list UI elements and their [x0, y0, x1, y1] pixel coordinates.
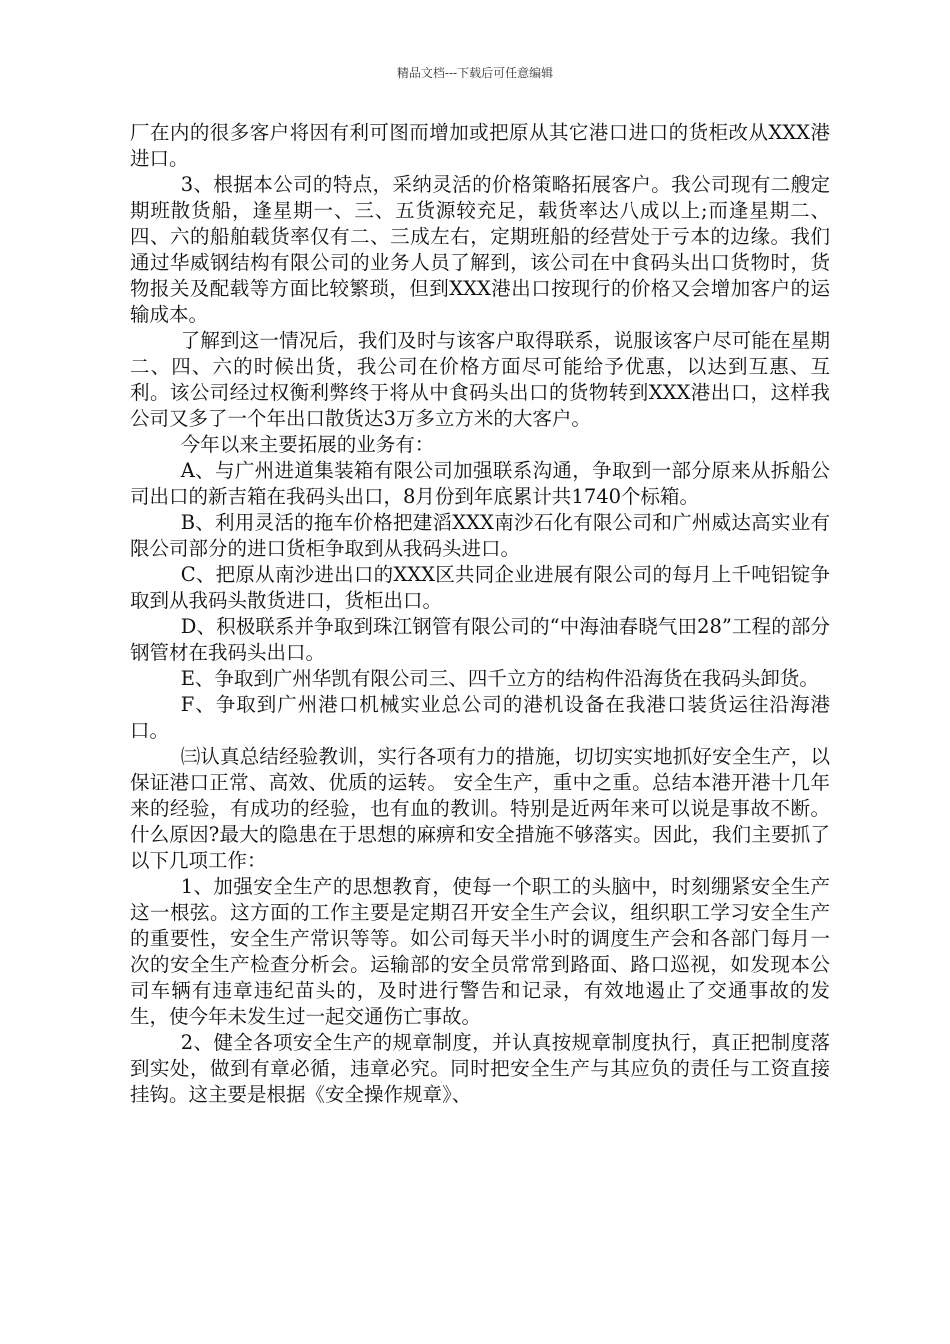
- paragraph: E、争取到广州华凯有限公司三、四千立方的结构件沿海货在我码头卸货。: [180, 667, 819, 690]
- paragraph: 厂在内的很多客户将因有利可图而增加或把原从其它港口进口的货柜改从XXX港进口。: [130, 121, 830, 170]
- paragraph: 2、健全各项安全生产的规章制度，并认真按规章制度执行，真正把制度落到实处，做到有章必循，违章必究。同时把安全生产与其应负的责任与工资直接挂钩。这主要是根据《安全操作规章》、: [130, 1031, 830, 1106]
- paragraph: D、积极联系并争取到珠江钢管有限公司的“中海油春晓气田28”工程的部分钢管材在我码头出口。: [130, 615, 830, 664]
- document-body: [130, 120, 830, 1108]
- paragraph: 了解到这一情况后，我们及时与该客户取得联系，说服该客户尽可能在星期二、四、六的时候出货，我公司在价格方面尽可能给予优惠，以达到互惠、互利。该公司经过权衡利弊终于将从中食码头出口的货物转到XXX港出口，这样我公司又多了一个年出口散货达3万多立方米的大客户。: [130, 329, 830, 430]
- paragraph: F、争取到广州港口机械实业总公司的港机设备在我港口装货运往沿海港口。: [130, 693, 830, 742]
- paragraph: 今年以来主要拓展的业务有：: [180, 433, 435, 456]
- paragraph: 1、加强安全生产的思想教育，使每一个职工的头脑中，时刻绷紧安全生产这一根弦。这方面的工作主要是定期召开安全生产会议，组织职工学习安全生产的重要性，安全生产常识等等。如公司每天半小时的调度生产会和各部门每月一次的安全生产检查分析会。运输部的安全员常常到路面、路口巡视，如发现本公司车辆有违章违纪苗头的，及时进行警告和记录，有效地遏止了交通事故的发生，使今年未发生过一起交通伤亡事故。: [130, 875, 830, 1028]
- paragraph: C、把原从南沙进出口的XXX区共同企业进展有限公司的每月上千吨铝锭争取到从我码头散货进口，货柜出口。: [130, 563, 830, 612]
- paragraph: A、与广州进道集装箱有限公司加强联系沟通，争取到一部分原来从拆船公司出口的新吉箱在我码头出口，8月份到年底累计共1740个标箱。: [130, 459, 830, 508]
- paragraph: 3、根据本公司的特点，采纳灵活的价格策略拓展客户。我公司现有二艘定期班散货船，逢星期一、三、五货源较充足，载货率达八成以上;而逢星期二、四、六的船舶载货率仅有二、三成左右，定期班船的经营处于亏本的边缘。我们通过华威钢结构有限公司的业务人员了解到，该公司在中食码头出口货物时，货物报关及配载等方面比较繁琐，但到XXX港出口按现行的价格又会增加客户的运输成本。: [130, 173, 830, 326]
- paragraph: ㈢认真总结经验教训，实行各项有力的措施，切切实实地抓好安全生产，以保证港口正常、高效、优质的运转。 安全生产，重中之重。总结本港开港十几年来的经验，有成功的经验，也有血的教训。特别是近两年来可以说是事故不断。什么原因?最大的隐患在于思想的麻痹和安全措施不够落实。因此，我们主要抓了以下几项工作：: [130, 745, 830, 872]
- paragraph: B、利用灵活的拖车价格把建滔XXX南沙石化有限公司和广州威达高实业有限公司部分的进口货柜争取到从我码头进口。: [130, 511, 830, 560]
- page-header: 精品文档---下载后可任意编辑: [396, 66, 554, 80]
